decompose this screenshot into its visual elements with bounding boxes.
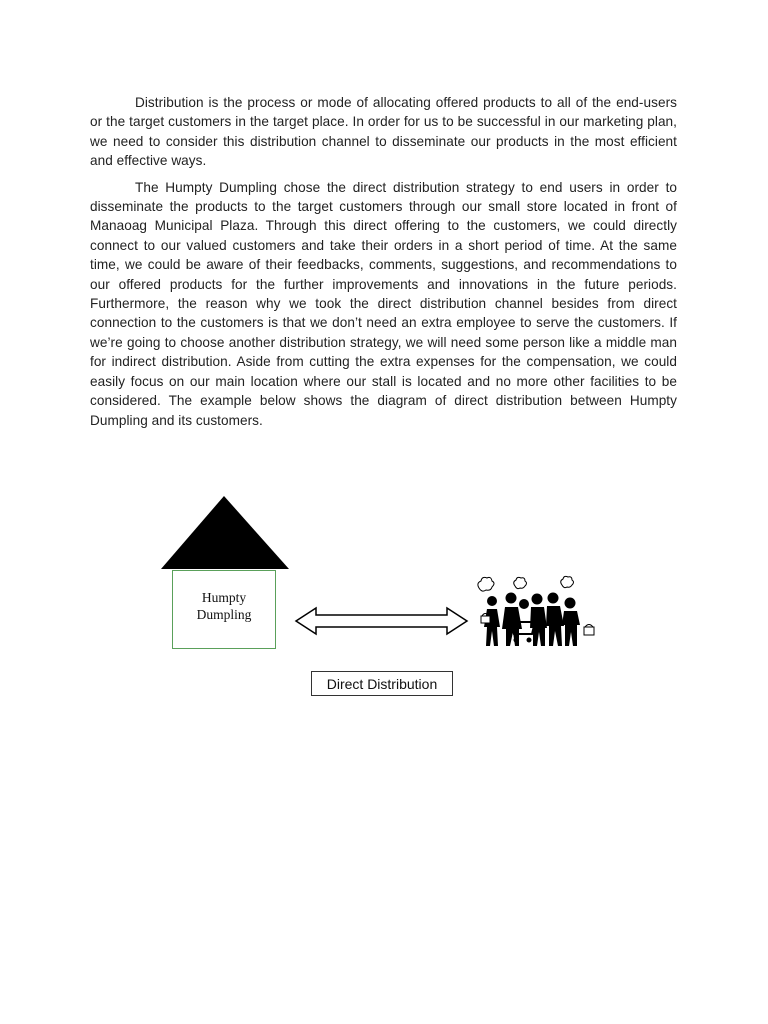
customers-group-icon xyxy=(478,576,594,646)
diagram-caption: Direct Distribution xyxy=(311,671,453,696)
double-arrow-icon xyxy=(296,608,467,634)
body-text xyxy=(90,93,677,437)
store-label-line1: Humpty xyxy=(201,590,247,605)
store-roof-icon xyxy=(161,496,289,569)
paragraph-direct-distribution-strategy: The Humpty Dumpling chose the direct distribution strategy to end users in order to disseminate the products to the target customers through our small store located in front of Manaoag Municipal Plaza. Through this direct offering to the customers, we could directly connect to our valued customers and take their orders in a short period of time. At the same time, we could be aware of their feedbacks, comments, suggestions, and recommendations to our offered products for the further improvements and innovations in the future periods. Furthermore, the reason why we took the direct distribution channel besides from direct connection to the customers is that we don’t need an extra employee to serve the customers. If we’re going to choose another distribution strategy, we will need some person like a middle man for indirect distribution. Aside from cutting the extra expenses for the compensation, we could easily focus on our main location where our stall is located and no more other facilities to be considered. The example below shows the diagram of direct distribution between Humpty Dumpling and its customers. xyxy=(90,179,677,428)
store-label xyxy=(173,589,275,623)
paragraph-distribution-definition: Distribution is the process or mode of allocating offered products to all of the end-users or the target customers in the target place. In order for us to be successful in our marketing plan, we need to consider this distribution channel to disseminate our products in the most efficient and effective ways. xyxy=(90,95,677,169)
store-label-line2: Dumpling xyxy=(196,607,252,622)
